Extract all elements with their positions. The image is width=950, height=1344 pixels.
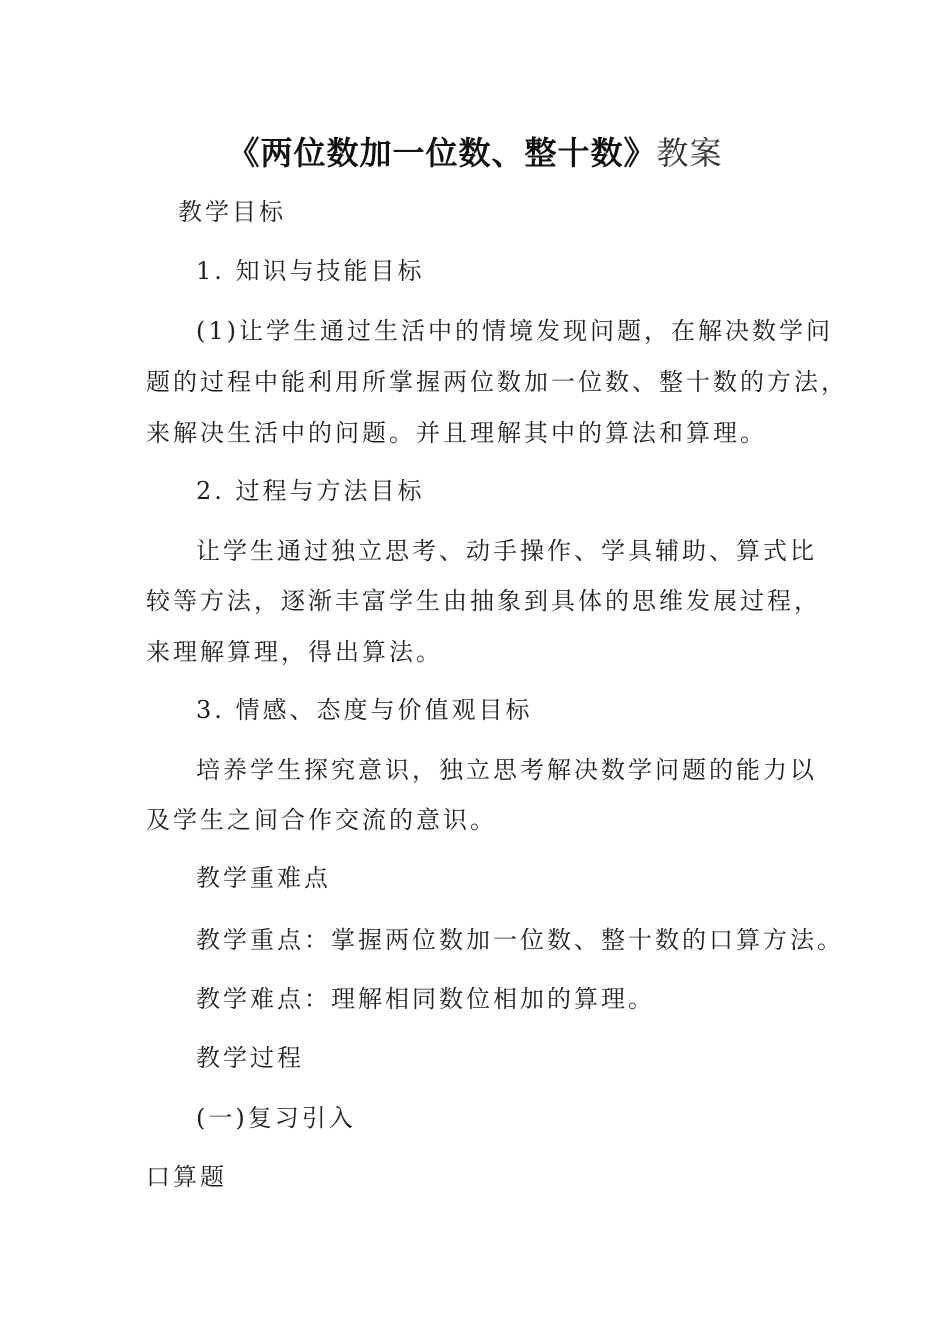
- paragraph-line: 让学生通过独立思考、动手操作、学具辅助、算式比: [196, 537, 817, 565]
- title-main: 《两位数加一位数、整十数》: [227, 134, 657, 172]
- heading-teaching-process: 教学过程: [196, 1044, 304, 1072]
- paragraph-line: 教学难点：理解相同数位相加的算理。: [196, 985, 655, 1013]
- paragraph-line: (1)让学生通过生活中的情境发现问题，在解决数学问: [196, 317, 833, 345]
- paragraph-line: 及学生之间合作交流的意识。: [146, 806, 497, 834]
- paragraph-line: 来理解算理，得出算法。: [146, 638, 443, 666]
- paragraph-line: 来解决生活中的问题。并且理解其中的算法和算理。: [146, 419, 767, 447]
- paragraph-line: 口算题: [146, 1163, 227, 1191]
- heading-teaching-goals: 教学目标: [178, 198, 286, 226]
- subheading-process-method: 2. 过程与方法目标: [196, 477, 425, 505]
- paragraph-line: 培养学生探究意识，独立思考解决数学问题的能力以: [196, 756, 817, 784]
- paragraph-line: 教学重点：掌握两位数加一位数、整十数的口算方法。: [196, 926, 844, 954]
- paragraph-line: 题的过程中能利用所掌握两位数加一位数、整十数的方法，: [146, 368, 848, 396]
- document-title: [0, 128, 950, 174]
- title-suffix: 教案: [656, 134, 723, 172]
- subheading-emotion-values: 3. 情感、态度与价值观目标: [196, 696, 533, 724]
- heading-key-difficult-points: 教学重难点: [196, 864, 331, 892]
- paragraph-line: 较等方法，逐渐丰富学生由抽象到具体的思维发展过程，: [146, 587, 821, 615]
- subheading-review: (一)复习引入: [196, 1104, 356, 1132]
- subheading-knowledge-skills: 1. 知识与技能目标: [196, 257, 425, 285]
